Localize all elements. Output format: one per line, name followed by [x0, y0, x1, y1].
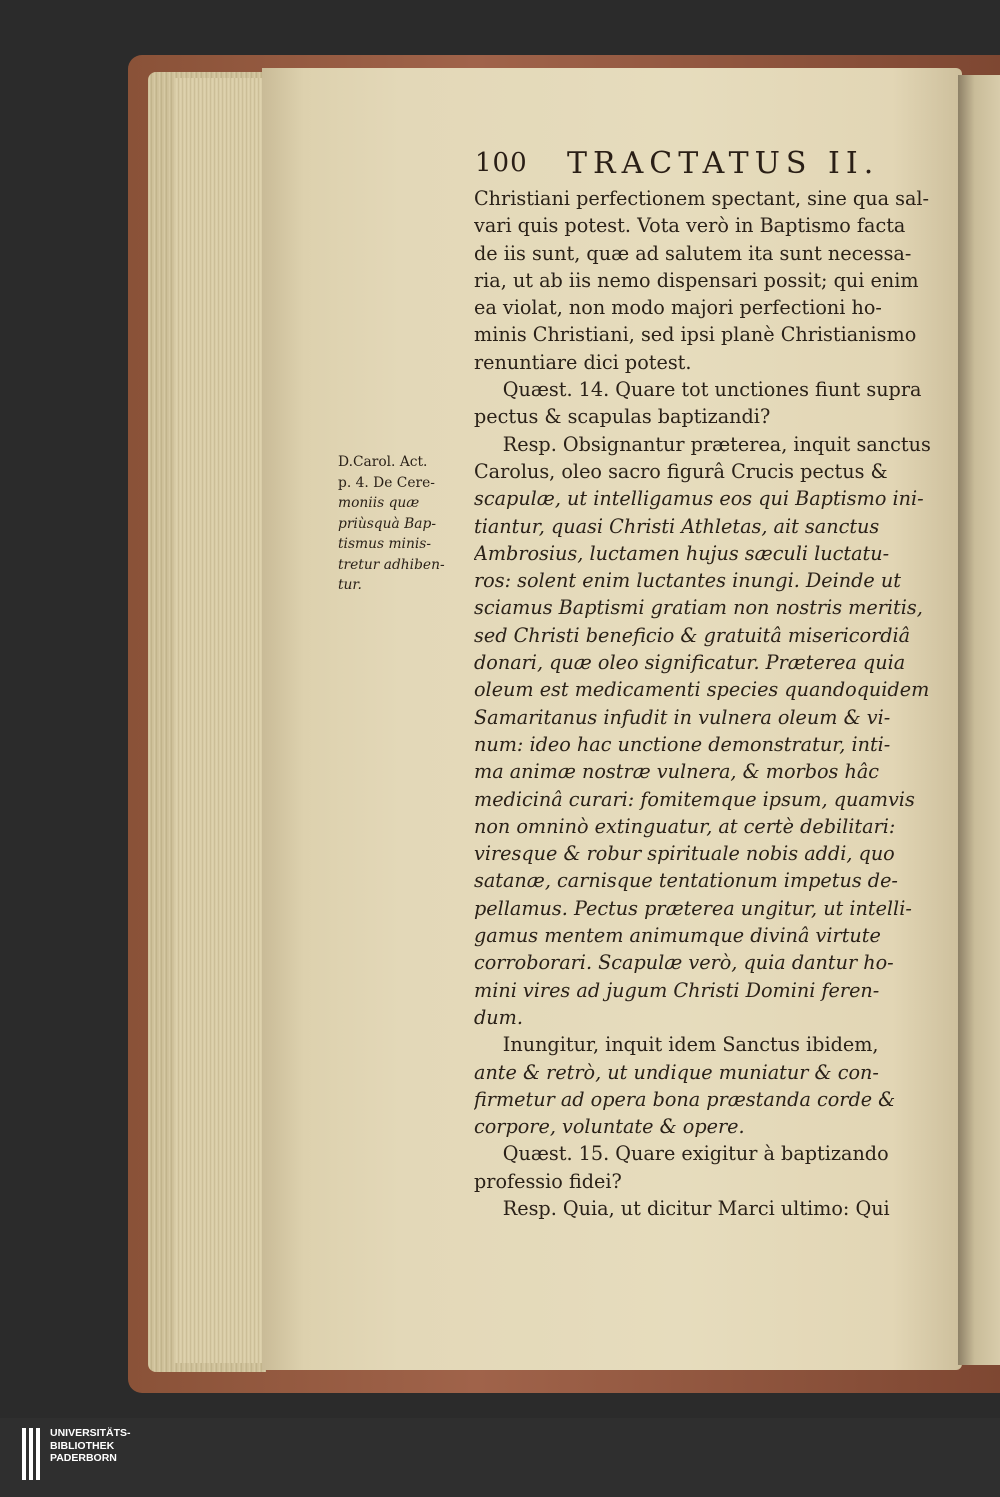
margin-note-line: moniis quæ: [338, 495, 420, 511]
footer-bar: [0, 1418, 1000, 1497]
text-line: firmetur ad opera bona præstanda corde &: [474, 1087, 896, 1111]
body-text: [474, 185, 939, 1222]
text-line: corroborari. Scapulæ verò, quia dantur ho-: [474, 951, 894, 975]
margin-note-line: priùsquà Bap-: [338, 515, 436, 532]
text-line: ante & retrò, ut undique muniatur & con-: [474, 1060, 879, 1084]
text-line: gamus mentem animumque divinâ virtute: [474, 924, 881, 948]
text-line: donari, quæ oleo significatur. Præterea quia: [474, 651, 906, 675]
running-title: TRACTATUS II.: [567, 146, 880, 181]
text-line: sed Christi beneficio & gratuitâ misericordiâ: [474, 623, 911, 647]
page-header: [475, 146, 945, 186]
text-line: num: ideo hac unctione demonstratur, inti-: [474, 732, 891, 756]
text-line: medicinâ curari: fomitemque ipsum, quamvis: [474, 787, 915, 811]
page-number: 100: [475, 148, 528, 178]
text-line: viresque & robur spirituale nobis addi, quo: [474, 842, 895, 866]
page-edges-inner: [175, 78, 267, 1363]
text-line: non omninò extinguatur, at certè debilitari:: [474, 814, 896, 838]
text-line: tiantur, quasi Christi Athletas, ait sanctus: [474, 514, 880, 538]
text-line: Resp. Obsignantur præterea, inquit sanctus: [474, 432, 931, 456]
margin-note: [338, 452, 468, 596]
text-line: Quæst. 14. Quare tot unctiones fiunt supra: [474, 378, 922, 402]
text-line: ria, ut ab iis nemo dispensari possit; qui enim: [474, 268, 919, 292]
text-line: pellamus. Pectus præterea ungitur, ut intelli-: [474, 896, 912, 920]
library-name-line1: UNIVERSITÄTS-: [50, 1427, 131, 1439]
margin-note-line: tretur adhiben-: [338, 556, 445, 573]
margin-note-line: tur.: [338, 577, 362, 593]
text-line: Quæst. 15. Quare exigitur à baptizando: [474, 1142, 889, 1166]
text-line: sciamus Baptismi gratiam non nostris meritis,: [474, 596, 923, 620]
text-line: ma animæ nostræ vulnera, & morbos hâc: [474, 760, 880, 784]
text-line: Inungitur, inquit idem Sanctus ibidem,: [474, 1033, 879, 1057]
text-line: dum.: [474, 1005, 523, 1029]
text-line: Samaritanus infudit in vulnera oleum & vi-: [474, 705, 891, 729]
facing-page-edge: [958, 75, 1000, 1365]
text-line: minis Christiani, sed ipsi planè Christianismo: [474, 323, 917, 347]
text-line: scapulæ, ut intelligamus eos qui Baptismo ini-: [474, 487, 924, 511]
text-line: pectus & scapulas baptizandi?: [474, 405, 771, 429]
text-line: renuntiare dici potest.: [474, 350, 692, 374]
text-line: satanæ, carnisque tentationum impetus de-: [474, 869, 898, 893]
text-line: mini vires ad jugum Christi Domini feren-: [474, 978, 880, 1002]
text-line: de iis sunt, quæ ad salutem ita sunt necessa-: [474, 241, 912, 265]
margin-note-line: p. 4. De Cere-: [338, 474, 435, 491]
library-name-line2: BIBLIOTHEK: [50, 1439, 115, 1452]
library-logo-icon: [22, 1428, 44, 1480]
margin-note-line: D.Carol. Act.: [338, 454, 428, 470]
text-line: vari quis potest. Vota verò in Baptismo facta: [474, 214, 906, 238]
text-line: Christiani perfectionem spectant, sine qua sal-: [474, 187, 930, 210]
margin-note-line: tismus minis-: [338, 536, 432, 552]
text-line: corpore, voluntate & opere.: [474, 1115, 745, 1139]
text-line: oleum est medicamenti species quandoquidem: [474, 678, 930, 702]
text-line: Resp. Quia, ut dicitur Marci ultimo: Qui: [474, 1196, 890, 1220]
library-name: [50, 1427, 131, 1465]
text-line: Ambrosius, luctamen hujus sæculi luctatu-: [474, 541, 890, 565]
text-line: ros: solent enim luctantes inungi. Deinde ut: [474, 569, 901, 593]
library-name-line3: PADERBORN: [50, 1452, 117, 1464]
text-line: professio fidei?: [474, 1169, 622, 1193]
text-line: ea violat, non modo majori perfectioni ho-: [474, 296, 882, 320]
text-line: Carolus, oleo sacro figurâ Crucis pectus &: [474, 459, 888, 483]
